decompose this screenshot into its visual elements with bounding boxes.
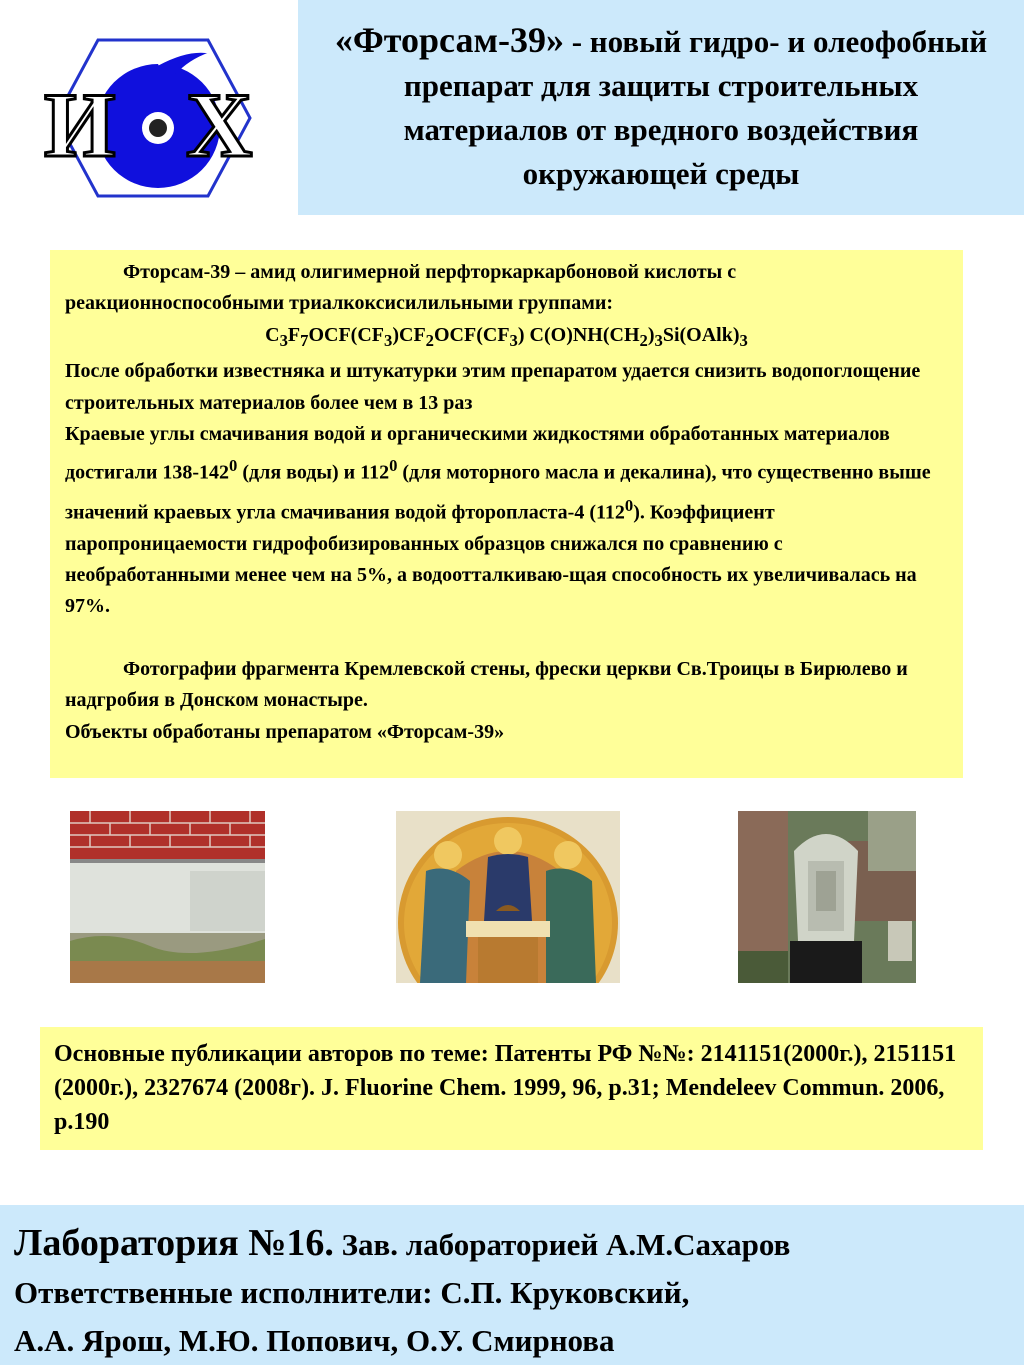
treated-objects-note: Объекты обработаны препаратом «Фторсам-39» bbox=[65, 720, 505, 743]
title-banner bbox=[298, 0, 1024, 215]
title-description: - новый гидро- и олеофобный препарат для защиты строительных материалов от вредного воздействия окружающей среды bbox=[403, 24, 988, 191]
tombstone-photo bbox=[738, 811, 916, 983]
contact-angle-paragraph: Краевые углы смачивания водой и органическими жидкостями обработанных материалов достигали $138-142^0$ (для воды) и $112^0$ (для моторного масла и декалина), что существенно выше значений краевых угла смачивания водой фторопласта-4 $(112^0)$. Коэффициент паропроницаемости гидрофобизированных образцов снижался по сравнению с необработанными менее чем на 5%, а водоотталкиваю-щая способность их увеличивалась на 97%. bbox=[65, 423, 931, 618]
photos-caption: Фотографии фрагмента Кремлевской стены, фрески церкви Св.Троицы в Бирюлево и надгробия в Донском монастыре. bbox=[65, 657, 908, 712]
water-absorption-paragraph: После обработки известняка и штукатурки этим препаратом удается снизить водопоглощение строительных материалов более чем в 13 раз bbox=[65, 360, 921, 414]
lab-head: Зав. лабораторией А.М.Сахаров bbox=[333, 1227, 791, 1262]
publications-panel: Основные публикации авторов по теме: Патенты РФ №№: 2141151(2000г.), 2151151 (2000г.), 2327674 (2008г). J. Fluorine Chem. 1999, 96, p.31; Mendeleev Commun. 2006, p.190 bbox=[40, 1027, 983, 1150]
description-panel bbox=[50, 250, 963, 778]
lab-credits bbox=[0, 1205, 1024, 1365]
intro-paragraph: Фторсам-39 – амид олигимерной перфторкаркарбоновой кислоты с реакционноспособными триалкоксисилильными группами: bbox=[65, 261, 737, 315]
kremlin-wall-photo bbox=[70, 811, 265, 983]
executors-names: А.А. Ярош, М.Ю. Попович, О.У. Смирнова bbox=[14, 1323, 615, 1358]
trinity-fresco-photo bbox=[396, 811, 620, 983]
institute-logo bbox=[38, 38, 268, 198]
executors-line: Ответственные исполнители: С.П. Круковский, bbox=[14, 1275, 690, 1310]
product-name: «Фторсам-39» bbox=[334, 20, 564, 60]
logo-letter-right: Х bbox=[186, 74, 253, 176]
lab-number: Лаборатория №16. bbox=[14, 1222, 334, 1264]
chemical-formula: $C_3F_7OCF(CF_3)CF_2OCF(CF_3)$ $C(O)NH(CH_2)_3Si(OAlk)_3$ bbox=[265, 323, 748, 350]
logo-letter-left: И bbox=[44, 74, 116, 176]
